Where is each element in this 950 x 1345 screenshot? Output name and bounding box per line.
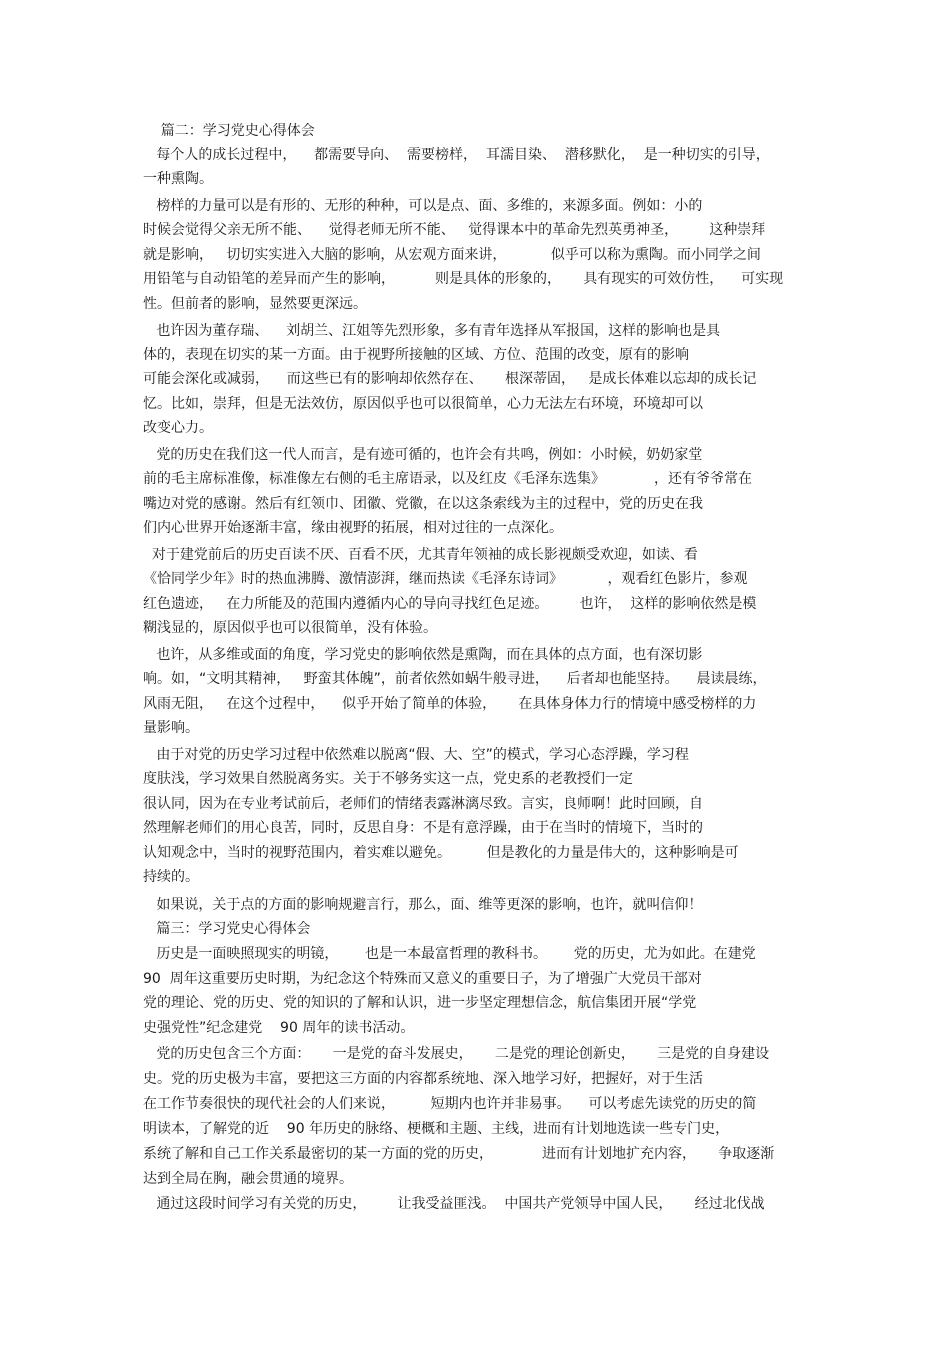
text-line: 党的理论、党的历史、党的知识的了解和认识，进一步坚定理想信念，航信集团开展“学党 [143,995,697,1011]
text-line: 90 周年这重要历史时期，为纪念这个特殊而又意义的重要日子，为了增强广大党员干部对 [143,971,702,987]
text-line: 然理解老师们的用心良苦，同时，反思自身：不是有意浮躁，由于在当时的情境下，当时的 [143,820,703,836]
text-line: 每个人的成长过程中， 都需要导向、 需要榜样， 耳濡目染、 潜移默化， 是一种切实的引导， [143,147,770,163]
text-line: 由于对党的历史学习过程中依然难以脱离“假、大、空”的模式，学习心态浮躁，学习程 [143,747,689,763]
text-line: 在工作节奏很快的现代社会的人们来说， 短期内也许并非易事。 可以考虑先读党的历史的简 [143,1096,757,1112]
text-line: 响。如，“文明其精神， 野蛮其体魄”，前者依然如蜗牛般寻进， 后者却也能坚持。 晨读晨练， [143,671,767,687]
text-line: 系统了解和自己工作关系最密切的某一方面的党的历史， 进而有计划地扩充内容， 争取逐渐 [143,1146,775,1162]
text-line: 对于建党前后的历史百读不厌、百看不厌，尤其青年领袖的成长影视颇受欢迎，如读、看 [143,547,698,563]
text-line: 糊浅显的，原因似乎也可以很简单，没有体验。 [143,620,437,636]
text-line: 如果说，关于点的方面的影响规避言行，那么，面、维等更深的影响，也许，就叫信仰！ [143,897,703,913]
text-line: 度肤浅，学习效果自然脱离务实。关于不够务实这一点，党史系的老教授们一定 [143,771,633,787]
text-line: 也许因为董存瑞、 刘胡兰、江姐等先烈形象，多有青年选择从军报国，这样的影响也是具 [143,323,721,339]
text-line: 红色遗迹， 在力所能及的范围内遵循内心的导向寻找红色足迹。 也许， 这样的影响依然是模 [143,596,757,612]
text-line: 篇三：学习党史心得体会 [143,921,311,937]
text-line: 改变心力。 [143,420,213,436]
text-line: 用铅笔与自动铅笔的差异而产生的影响， 则是具体的形象的， 具有现实的可效仿性， 可实现 [143,271,784,287]
text-line: 篇二：学习党史心得体会 [143,123,315,139]
text-line: 体的，表现在切实的某一方面。由于视野所接触的区域、方位、范围的改变，原有的影响 [143,347,689,363]
text-line: 嘴边对党的感谢。然后有红领巾、团徽、党徽，在以这条索线为主的过程中，党的历史在我 [143,496,703,512]
text-line: 持续的。 [143,869,199,885]
text-line: 明读本，了解党的近 90 年历史的脉络、梗概和主题、主线，进而有计划地选读一些专门史， [143,1121,730,1137]
text-line: 前的毛主席标准像，标准像左右侧的毛主席语录，以及红皮《毛泽东选集》 ，还有爷爷常在 [143,471,752,487]
text-line: 可能会深化或减弱， 而这些已有的影响却依然存在、 根深蒂固， 是成长体难以忘却的成长记 [143,371,757,387]
text-line: 通过这段时间学习有关党的历史， 让我受益匪浅。 中国共产党领导中国人民， 经过北伐战 [143,1196,765,1212]
text-line: 史。党的历史极为丰富，要把这三方面的内容都系统地、深入地学习好，把握好，对于生活 [143,1071,703,1087]
text-line: 党的历史包含三个方面： 一是党的奋斗发展史， 二是党的理论创新史， 三是党的自身建设 [143,1046,770,1062]
text-line: 榜样的力量可以是有形的、无形的种种，可以是点、面、多维的，来源多面。例如：小的 [143,198,703,214]
text-line: 党的历史在我们这一代人而言，是有迹可循的，也许会有共鸣，例如：小时候，奶奶家堂 [143,447,703,463]
text-line: 一种熏陶。 [143,171,213,187]
text-line: 就是影响， 切切实实进入大脑的影响，从宏观方面来讲， 似乎可以称为熏陶。而小同学之间 [143,247,761,263]
text-line: 也许，从多维或面的角度，学习党史的影响依然是熏陶，而在具体的点方面，也有深切影 [143,647,703,663]
text-line: 达到全局在胸，融会贯通的境界。 [143,1171,353,1187]
text-line: 《恰同学少年》时的热血沸腾、激情澎湃，继而热读《毛泽东诗词》 ，观看红色影片，参观 [143,571,748,587]
text-line: 们内心世界开始逐渐丰富，缘由视野的拓展，相对过往的一点深化。 [143,520,563,536]
text-line: 时候会觉得父亲无所不能、 觉得老师无所不能、 觉得课本中的革命先烈英勇神圣， 这种崇拜 [143,222,766,238]
text-line: 忆。比如，崇拜，但是无法效仿，原因似乎也可以很简单，心力无法左右环境，环境却可以 [143,396,703,412]
text-line: 很认同，因为在专业考试前后，老师们的情绪表露淋漓尽致。言实，良师啊！此时回顾，自 [143,796,703,812]
text-line: 认知观念中，当时的视野范围内，着实难以避免。 但是教化的力量是伟大的，这种影响是可 [143,845,739,861]
text-line: 史强党性”纪念建党 90 周年的读书活动。 [143,1020,415,1036]
text-line: 性。但前者的影响，显然要更深远。 [143,296,367,312]
text-line: 量影响。 [143,720,199,736]
text-line: 风雨无阻， 在这个过程中， 似乎开始了简单的体验， 在具体身体力行的情境中感受榜样的力 [143,696,757,712]
text-line: 历史是一面映照现实的明镜， 也是一本最富哲理的教科书。 党的历史，尤为如此。在建党 [143,946,756,962]
